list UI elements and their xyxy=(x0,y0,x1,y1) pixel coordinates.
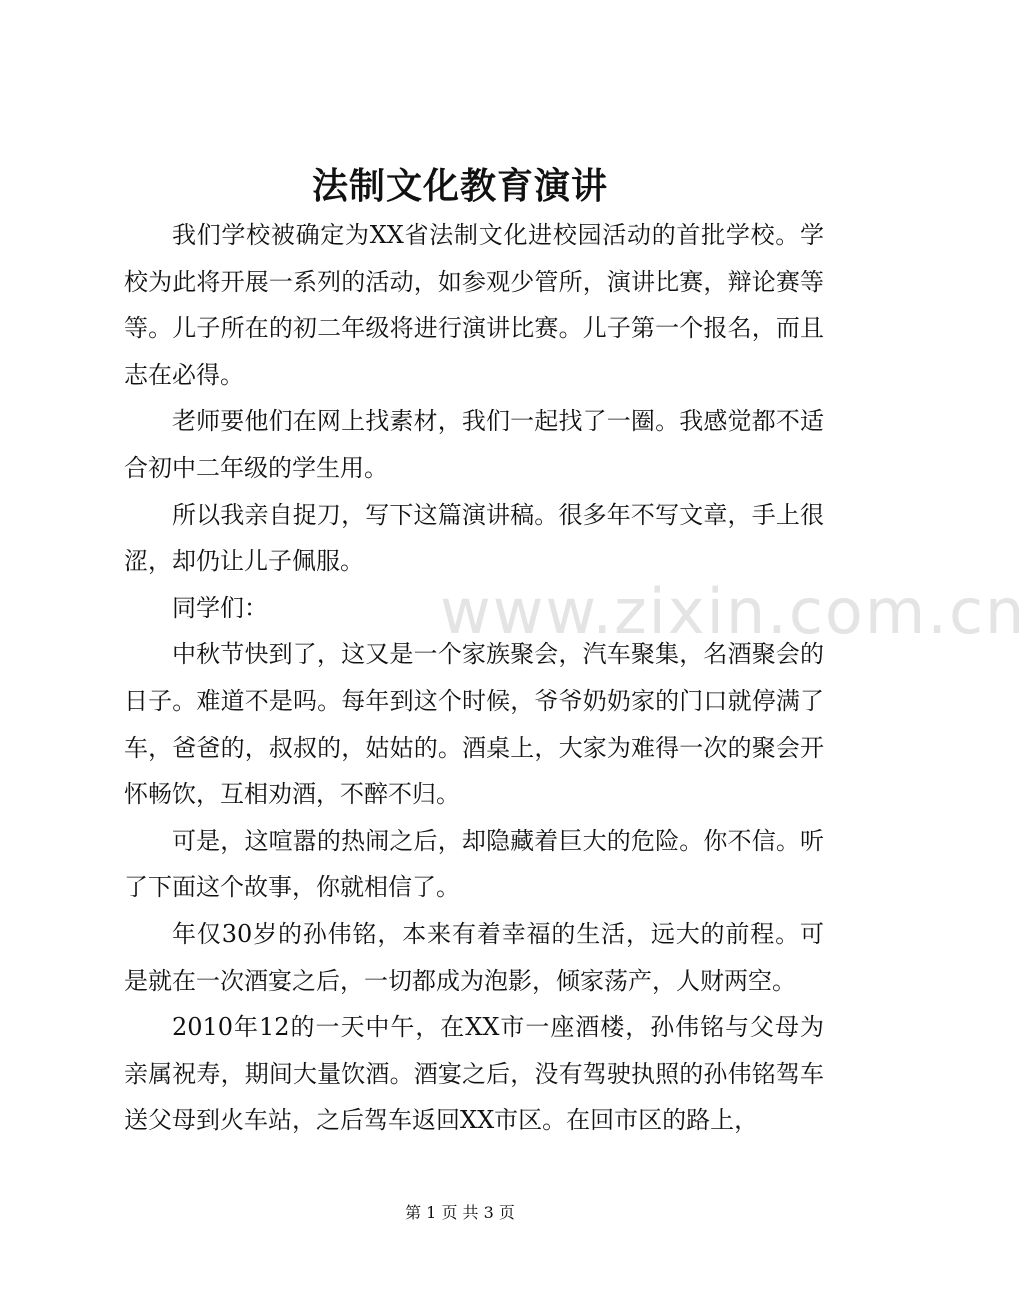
paragraph: 同学们： xyxy=(172,593,268,622)
watermark: www.zixin.com.cn xyxy=(440,575,1026,648)
paragraph: 2010年12的一天中午，在XX市一座酒楼，孙伟铭与父母为亲属祝寿，期间大量饮酒。酒宴之后，没有驾驶执照的孙伟铭驾车送父母到火车站，之后驾车返回XX市区。在回市区的路上， xyxy=(124,1013,824,1135)
paragraph: 我们学校被确定为XX省法制文化进校园活动的首批学校。学校为此将开展一系列的活动，如参观少管所，演讲比赛，辩论赛等等。儿子所在的初二年级将进行演讲比赛。儿子第一个报名，而且志在必得。 xyxy=(124,221,824,389)
paragraph: 年仅30岁的孙伟铭，本来有着幸福的生活，远大的前程。可是就在一次酒宴之后，一切都成为泡影，倾家荡产，人财两空。 xyxy=(124,919,824,995)
paragraph: 所以我亲自捉刀，写下这篇演讲稿。很多年不写文章，手上很涩，却仍让儿子佩服。 xyxy=(124,500,824,576)
paragraph: 中秋节快到了，这又是一个家族聚会，汽车聚集，名酒聚会的日子。难道不是吗。每年到这个时候，爷爷奶奶家的门口就停满了车，爸爸的，叔叔的，姑姑的。酒桌上，大家为难得一次的聚会开怀畅饮，互相劝酒，不醉不归。 xyxy=(124,640,824,809)
document-body xyxy=(124,212,824,1144)
paragraph: 可是，这喧嚣的热闹之后，却隐藏着巨大的危险。你不信。听了下面这个故事，你就相信了。 xyxy=(124,826,824,902)
page-footer: 第 1 页 共 3 页 xyxy=(405,1203,515,1222)
paragraph: 老师要他们在网上找素材，我们一起找了一圈。我感觉都不适合初中二年级的学生用。 xyxy=(124,407,824,482)
document-title: 法制文化教育演讲 xyxy=(311,165,608,207)
